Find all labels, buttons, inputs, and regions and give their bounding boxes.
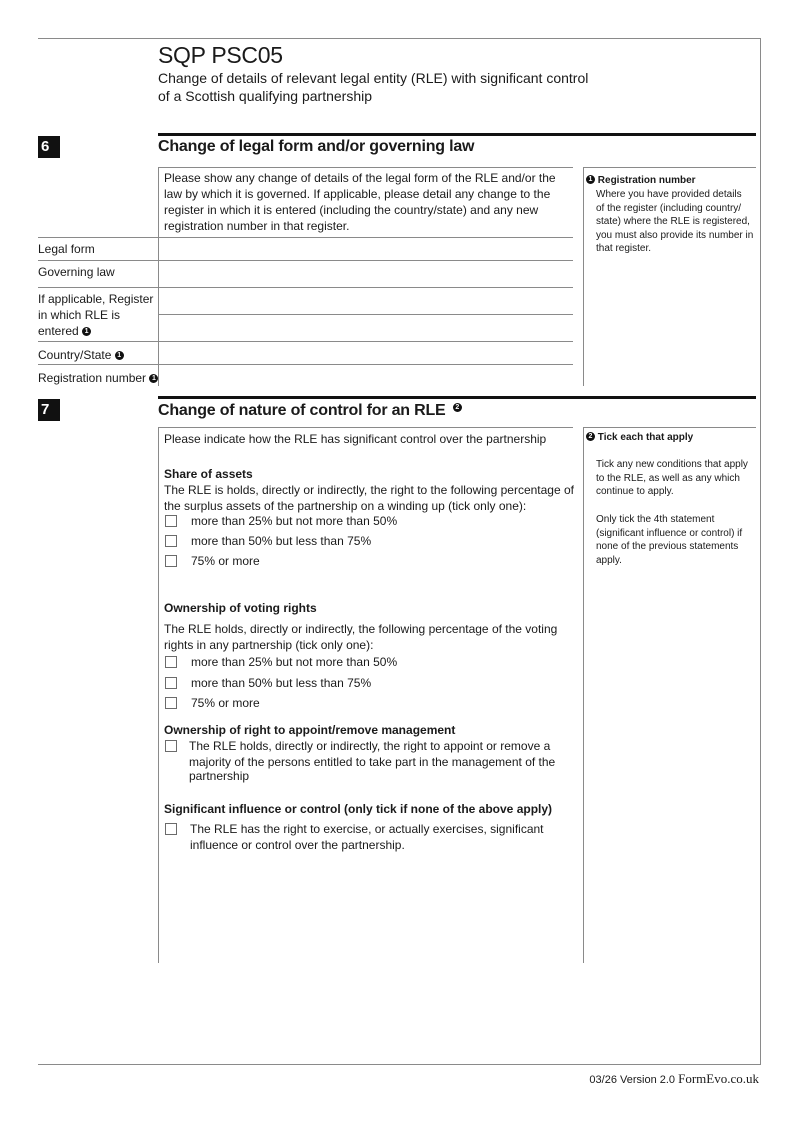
section7-note-top: [583, 427, 756, 428]
form-subtitle-line1: Change of details of relevant legal entity (RLE) with significant control: [158, 70, 589, 86]
appoint-remove-text: The RLE holds, directly or indirectly, the right to appoint or remove a majority of the persons entitled to take part in the management of the partnership: [189, 739, 556, 783]
country-state-input[interactable]: [159, 342, 573, 364]
note2-marker: 2: [453, 403, 462, 412]
section6-note-top: [583, 167, 756, 168]
note2-body-para1: Tick any new conditions that apply to the RLE, as well as any which continue to apply.: [596, 459, 748, 497]
note2-title: 2 Tick each that apply: [586, 431, 693, 445]
section6-rule: [158, 133, 756, 136]
significant-influence-heading: Significant influence or control (only tick if none of the above apply): [164, 802, 553, 816]
significant-influence-text: The RLE has the right to exercise, or actually exercises, significant influence or control over the partnership.: [190, 822, 544, 852]
bottom-rule: [38, 1064, 761, 1065]
top-rule: [38, 38, 761, 39]
governing-law-input[interactable]: [159, 261, 573, 286]
right-frame: [760, 38, 761, 1065]
section6-number: 6: [38, 136, 60, 158]
note1-body: Where you have provided details of the register (including country/ state) where the RLE is registered, you must also provide its number in that register.: [596, 189, 754, 254]
appoint-remove-heading: Ownership of right to appoint/remove management: [164, 723, 456, 737]
section7-box-top: [158, 427, 573, 428]
share-of-assets-line1: The RLE is holds, directly or indirectly, the right to the following percentage of: [164, 483, 574, 497]
note1-marker: 1: [149, 374, 158, 383]
country-state-label: Country/State 1: [38, 348, 124, 363]
note1-title: 1 Registration number: [586, 174, 696, 188]
significant-influence-checkbox[interactable]: [165, 823, 177, 835]
checkbox[interactable]: [165, 535, 177, 547]
section6-box-top: [158, 167, 573, 168]
note1-marker: 1: [82, 327, 91, 336]
note2-icon: 2: [586, 432, 595, 441]
section6-title: Change of legal form and/or governing law: [158, 138, 475, 155]
legal-form-input[interactable]: [159, 238, 573, 260]
section7-intro: Please indicate how the RLE has significant control over the partnership: [164, 432, 547, 446]
section7-box-left: [158, 427, 159, 963]
section7-number: 7: [38, 399, 60, 421]
checkbox[interactable]: [165, 697, 177, 709]
register-label-line2: in which RLE is: [38, 308, 121, 322]
register-label-line3: entered 1: [38, 324, 91, 339]
section7-title: Change of nature of control for an RLE 2: [158, 402, 462, 420]
note1-icon: 1: [586, 175, 595, 184]
voting-rights-line1: The RLE holds, directly or indirectly, the following percentage of the voting: [164, 622, 558, 636]
register-input-line1[interactable]: [159, 288, 573, 313]
appoint-remove-checkbox[interactable]: [165, 740, 177, 752]
footer-brand: FormEvo.co.uk: [678, 1071, 759, 1086]
registration-number-input[interactable]: [159, 365, 573, 386]
voting-rights-line2: rights in any partnership (tick only one):: [164, 638, 374, 652]
note1-marker: 1: [115, 351, 124, 360]
footer-version: 03/26 Version 2.0: [589, 1074, 676, 1086]
governing-law-label: Governing law: [38, 265, 115, 279]
section7-box-right: [583, 427, 584, 963]
form-subtitle-line2: of a Scottish qualifying partnership: [158, 88, 373, 104]
register-input-line2[interactable]: [159, 315, 573, 340]
checkbox[interactable]: [165, 677, 177, 689]
form-code: SQP PSC05: [158, 42, 283, 68]
checkbox[interactable]: [165, 515, 177, 527]
note2-body-para2: Only tick the 4th statement (significant influence or control) if none of the previous statements apply.: [596, 514, 743, 566]
checkbox[interactable]: [165, 555, 177, 567]
register-label-line1: If applicable, Register: [38, 292, 154, 306]
share-of-assets-heading: Share of assets: [164, 467, 253, 481]
checkbox[interactable]: [165, 656, 177, 668]
section7-rule: [158, 396, 756, 399]
voting-rights-heading: Ownership of voting rights: [164, 601, 317, 615]
share-of-assets-line2: the surplus assets of the partnership on a winding up (tick only one):: [164, 499, 527, 513]
registration-number-label: Registration number 1: [38, 371, 158, 386]
legal-form-label: Legal form: [38, 242, 95, 256]
footer: [589, 1072, 759, 1087]
section6-box-right: [583, 167, 584, 386]
section6-instruction: Please show any change of details of the legal form of the RLE and/or the law by which it is governed. If applicable, please detail any change to the register in which it is entered (including the country/state) and any new registration number in that register.: [164, 171, 556, 233]
